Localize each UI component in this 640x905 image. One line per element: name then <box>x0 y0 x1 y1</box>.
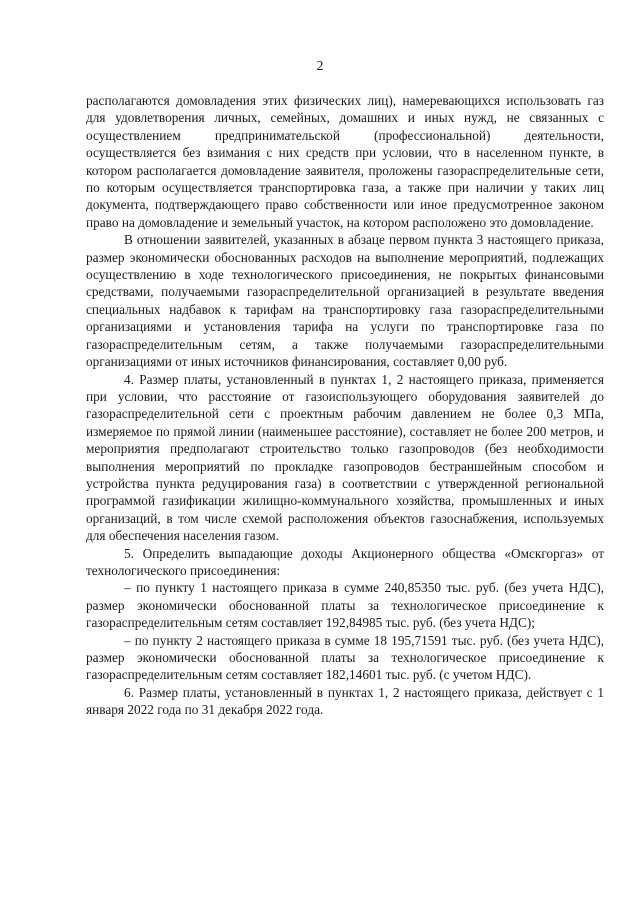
paragraph-item-6: 6. Размер платы, установленный в пунктах 1, 2 настоящего приказа, действует с 1 января 2022 года по 31 декабря 2022 года. <box>86 684 604 718</box>
paragraph-item-5-point-2: – по пункту 2 настоящего приказа в сумме 18 195,71591 тыс. руб. (без учета НДС), размер экономически обоснованной платы за технологическое присоединение к газораспределительным сетям составляет 182,14601 тыс. руб. (с учетом НДС). <box>86 632 604 683</box>
paragraph-item-4: 4. Размер платы, установленный в пунктах 1, 2 настоящего приказа, применяется при условии, что расстояние от газоиспользующего оборудования заявителей до газораспределительной сети с проектным рабочим давлением не более 0,3 МПа, измеряемое по прямой линии (наименьшее расстояние), составляет не более 200 метров, и мероприятия предполагают строительство только газопроводов (без необходимости выполнения мероприятий по прокладке газопроводов бестраншейным способом и устройства пункта редуцирования газа) в соответствии с утвержденной региональной программой газификации жилищно-коммунального хозяйства, промышленных и иных организаций, в том числе схемой расположения объектов газоснабжения, используемых для обеспечения населения газом. <box>86 371 604 544</box>
paragraph-continuation: располагаются домовладения этих физических лиц), намеревающихся использовать газ для удовлетворения личных, семейных, домашних и иных нужд, не связанных с осуществлением предпринимательской (профессиональной) деятельности, осуществляется без взимания с них средств при условии, что в населенном пункте, в котором располагается домовладение заявителя, проложены газораспределительные сети, по которым осуществляется транспортировка газа, а также при наличии у таких лиц документа, подтверждающего право собственности или иное предусмотренное законом право на домовладение и земельный участок, на котором расположено это домовладение. <box>86 93 604 230</box>
paragraph-applicants-expenses: В отношении заявителей, указанных в абзаце первом пункта 3 настоящего приказа, размер экономически обоснованных расходов на выполнение мероприятий, подлежащих осуществлению в ходе технологического присоединения, не покрытых финансовыми средствами, получаемыми газораспределительной организацией в результате введения специальных надбавок к тарифам на транспортировку газа газораспределительными организациями и установления тарифа на услуги по транспортировке газа по газораспределительным сетям, а также получаемыми газораспределительными организациями от иных источников финансирования, составляет 0,00 руб. <box>86 232 604 370</box>
page-number: 2 <box>316 59 324 74</box>
paragraph-item-5: 5. Определить выпадающие доходы Акционерного общества «Омскгоргаз» от технологического присоединения: <box>86 545 604 578</box>
document-body <box>86 92 604 719</box>
paragraph-item-5-point-1: – по пункту 1 настоящего приказа в сумме 240,85350 тыс. руб. (без учета НДС), размер экономически обоснованной платы за технологическое присоединение к газораспределительным сетям составляет 192,84985 тыс. руб. (без учета НДС); <box>86 580 604 631</box>
